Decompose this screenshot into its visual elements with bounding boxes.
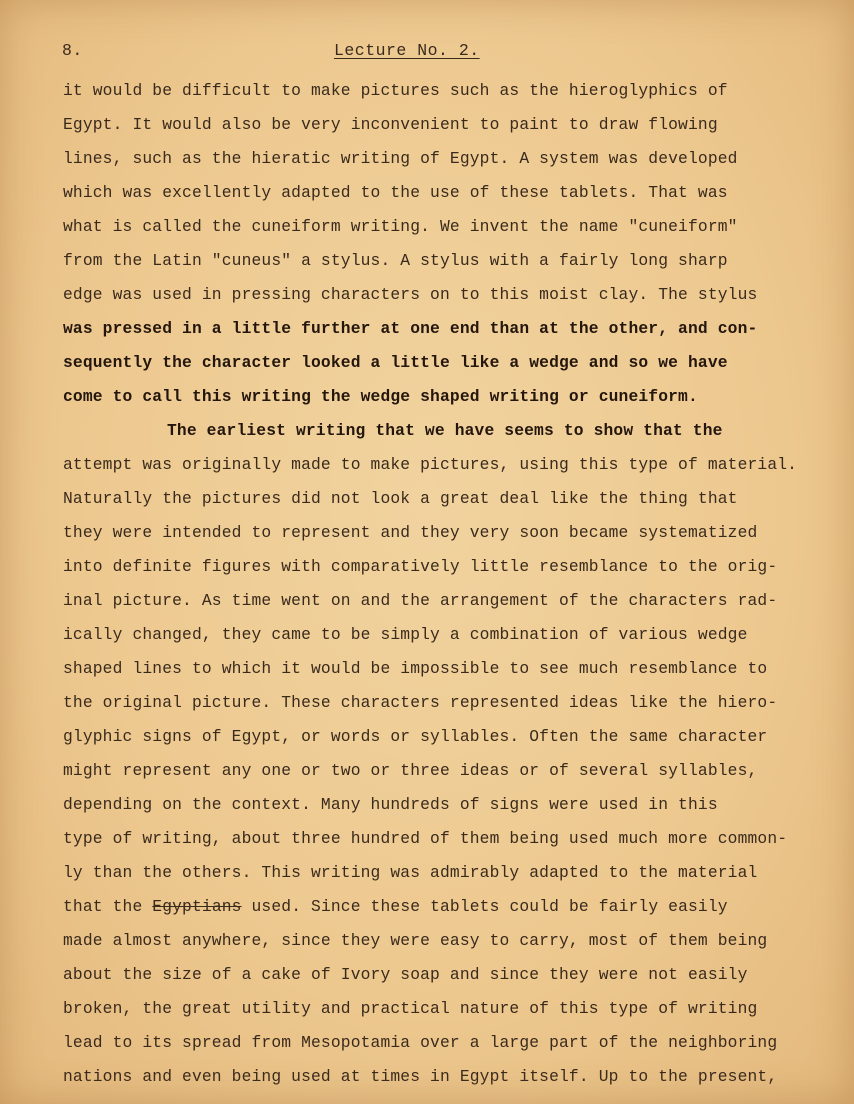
- text-line: Naturally the pictures did not look a great deal like the thing that: [63, 489, 738, 508]
- text-line: they were intended to represent and they very soon became systematized: [63, 523, 758, 542]
- page-number: 8.: [62, 41, 83, 60]
- text-line: type of writing, about three hundred of them being used much more common-: [63, 829, 788, 848]
- text-line: edge was used in pressing characters on to this moist clay. The stylus: [63, 285, 758, 304]
- text-line: about the size of a cake of Ivory soap and since they were not easily: [63, 965, 748, 984]
- text-line: which was excellently adapted to the use of these tablets. That was: [63, 183, 728, 202]
- text-line: attempt was originally made to make pictures, using this type of material.: [63, 455, 798, 474]
- struck-out-word: Egyptians: [152, 897, 242, 916]
- line-text-prefix: that the: [63, 897, 153, 916]
- text-line: nations and even being used at times in Egypt itself. Up to the present,: [63, 1067, 778, 1086]
- text-line: made almost anywhere, since they were easy to carry, most of them being: [63, 931, 768, 950]
- text-line: come to call this writing the wedge shaped writing or cuneiform.: [63, 387, 698, 406]
- page-header-title: Lecture No. 2.: [334, 41, 480, 60]
- text-line-with-correction: [63, 890, 823, 924]
- text-line: ically changed, they came to be simply a combination of various wedge: [63, 625, 748, 644]
- text-line: Egypt. It would also be very inconvenient to paint to draw flowing: [63, 115, 718, 134]
- text-line: it would be difficult to make pictures such as the hieroglyphics of: [63, 81, 728, 100]
- typed-body-text: [63, 74, 823, 1094]
- text-line: lines, such as the hieratic writing of Egypt. A system was developed: [63, 149, 738, 168]
- text-line: lead to its spread from Mesopotamia over a large part of the neighboring: [63, 1033, 778, 1052]
- text-line: depending on the context. Many hundreds of signs were used in this: [63, 795, 718, 814]
- text-line: sequently the character looked a little like a wedge and so we have: [63, 353, 728, 372]
- text-line: shaped lines to which it would be impossible to see much resemblance to: [63, 659, 768, 678]
- line-text-suffix: used. Since these tablets could be fairly easily: [241, 897, 728, 916]
- text-line: broken, the great utility and practical nature of this type of writing: [63, 999, 758, 1018]
- text-line: inal picture. As time went on and the arrangement of the characters rad-: [63, 591, 778, 610]
- text-line: ly than the others. This writing was admirably adapted to the material: [63, 863, 758, 882]
- text-line: what is called the cuneiform writing. We invent the name "cuneiform": [63, 217, 738, 236]
- text-line: was pressed in a little further at one end than at the other, and con-: [63, 319, 758, 338]
- text-line: into definite figures with comparatively little resemblance to the orig-: [63, 557, 778, 576]
- text-line: from the Latin "cuneus" a stylus. A stylus with a fairly long sharp: [63, 251, 728, 270]
- text-line: might represent any one or two or three ideas or of several syllables,: [63, 761, 758, 780]
- paragraph-start-line: The earliest writing that we have seems to show that the: [167, 421, 723, 440]
- text-line: the original picture. These characters represented ideas like the hiero-: [63, 693, 778, 712]
- text-line: glyphic signs of Egypt, or words or syllables. Often the same character: [63, 727, 768, 746]
